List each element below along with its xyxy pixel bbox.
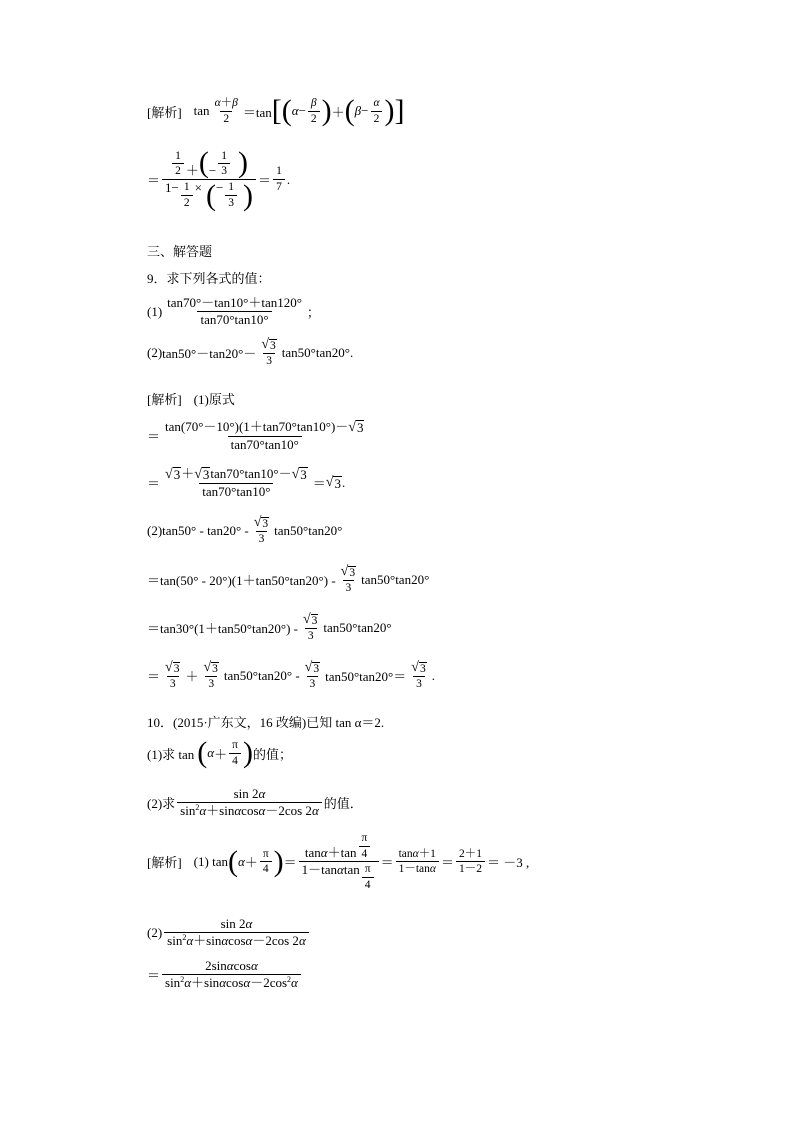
item-prefix: (2) (147, 344, 163, 360)
jiexi-label: [解析] (147, 855, 182, 871)
item-prefix: (1) tan (193, 853, 228, 869)
fraction: sin 2 α sin 2 α ＋sin α cos α －2cos 2 α (177, 787, 322, 819)
item-prefix: (1)求 tan (147, 746, 195, 762)
question-9-2: (2) tan50°－tan20°－ √ 3 3 tan50°tan20°. (147, 337, 354, 367)
fraction: $\frac{\tan 70^\circ-\tan 10^\circ+\tan 120^\circ}{\tan 70^\circ\tan 10^\circ}$ (167, 295, 302, 328)
answer-9-2-line-1: (2)tan50° - tan20° - √ 3 3 tan50°tan20° (147, 515, 343, 545)
answer-9-1-head (147, 389, 235, 408)
answer-9-1-title: (1)原式 (193, 392, 235, 407)
item-suffix: 的值； (252, 746, 292, 762)
solution-top-line: [解析] tan α ＋ β 2 ＝tan [ ( α − $\frac{\beta}{2}$ ) ＋ ( β − $\frac{\alpha}{2}$ ) ] (147, 94, 405, 127)
answer-9-2-line-4: ＝ √ 3 3 ＋ √ 3 3 tan50°tan20° - √ 3 3 tan50°tan20°＝ √ 3 3 . (147, 660, 435, 690)
section-title: 三、解答题 (147, 244, 213, 259)
fraction: $\frac{1}{2}$ ＋ ( − $\frac{1}{3}$ ) 1− $\frac{1}{2}$ × ( − $\frac{1}{3}$ ) (162, 148, 256, 211)
answer-9-1-line-1: ＝ tan(70°－10°)(1＋tan70°tan10°)－ √ 3 tan70°tan10° (147, 420, 369, 452)
question-10-2 (147, 787, 363, 819)
question-9: 9．求下列各式的值： (147, 271, 271, 286)
solution-top-result: ＝ $\frac{1}{2}$ ＋ ( − $\frac{1}{3}$ ) 1− $\frac{1}{2}$ × ( − $\frac{1}{3}$ ) ＝ $\frac{1}{7}$ . (147, 146, 291, 212)
jiexi-label: [解析] (147, 392, 182, 407)
fraction: α ＋ β 2 (214, 96, 238, 125)
fraction: tan α ＋tan $\frac{\pi}{4}$ 1－tan α tan $\frac{\pi}{4}$ (299, 832, 379, 892)
answer-9-1-line-2: ＝ √ 3 ＋ √ 3 tan70°tan10°－ √ 3 tan70°tan10° ＝ √ 3 . (147, 466, 346, 499)
question-9-1: (1) $\frac{\tan 70^\circ-\tan 10^\circ+\tan 120^\circ}{\tan 70^\circ\tan 10^\circ}$ ； (147, 295, 320, 328)
fraction: tan(70°－10°)(1＋tan70°tan10°)－ √ 3 tan70°tan10° (165, 419, 364, 452)
fraction: 2sin α cos α sin 2 α ＋sin α cos α －2cos 2 α (162, 959, 301, 991)
item-prefix: (2)求 (147, 796, 176, 812)
item-prefix: (1) (147, 303, 163, 319)
answer-10-1: [解析] (1) tan ( α ＋ $\frac{\pi}{4}$ ) ＝ tan α ＋tan $\frac{\pi}{4}$ 1－tan α tan $\frac{\pi}{4}$ ＝ tan α ＋1 1－tan α ＝ $\frac{2+1}{1-2}$ ＝ －3 , (147, 832, 530, 891)
answer-9-2-line-2: ＝tan(50° - 20°)(1＋tan50°tan20°) - √ 3 3 tan50°tan20° (147, 564, 430, 594)
item-suffix: 的值． (323, 796, 363, 812)
question-10-1: (1)求 tan ( α ＋ $\frac{\pi}{4}$ ) 的值； (147, 736, 292, 769)
answer-10-2-line-2: ＝ 2sin α cos α sin 2 α ＋sin α cos α －2cos 2 α (147, 959, 303, 991)
item-prefix: (2) (147, 924, 163, 940)
answer-10-2-line-1 (147, 917, 311, 949)
question-10: 10．(2015·广东文，16 改编)已知 tan α＝2. (147, 715, 385, 730)
fraction: sin 2 α sin 2 α ＋sin α cos α －2cos 2 α (164, 917, 309, 949)
answer-9-2-line-3: ＝tan30°(1＋tan50°tan20°) - √ 3 3 tan50°tan20° (147, 612, 392, 642)
jiexi-label: [解析] (147, 104, 182, 120)
fraction: √ 3 ＋ √ 3 tan70°tan10°－ √ 3 tan70°tan10° (165, 466, 307, 499)
